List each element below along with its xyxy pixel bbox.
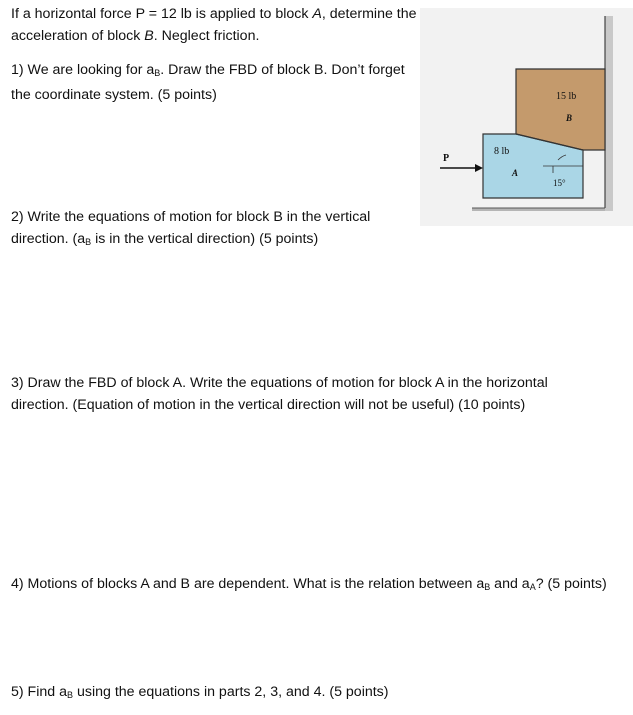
question-2-line-2: direction. ($a_B$ is in the vertical direction) (5 points)	[11, 231, 319, 247]
block-b-label: B	[566, 113, 573, 123]
angle-label: 15°	[553, 178, 566, 188]
problem-statement	[11, 3, 417, 47]
question-4	[11, 573, 607, 598]
block-b-weight: 15 lb	[556, 91, 577, 102]
question-5-line-1: 5) Find $a_B$ using the equations in parts 2, 3, and 4. (5 points)	[11, 684, 389, 700]
block-a-label: A	[512, 168, 519, 178]
blocks-figure	[420, 8, 633, 226]
force-p-label: P	[443, 153, 450, 164]
wall	[605, 16, 613, 211]
question-3	[11, 372, 548, 416]
question-4-line-1: 4) Motions of blocks A and B are dependent. What is the relation between $a_B$ and $a_A$? (5 points)	[11, 576, 607, 592]
block-a-weight: 8 lb	[494, 146, 510, 157]
block-b-italic: B	[144, 28, 154, 44]
problem-line-1: If a horizontal force P = 12 lb is applied to block A, determine the	[11, 6, 417, 22]
question-1-line-1: 1) We are looking for $a_B$. Draw the FBD of block B. Don’t forget	[11, 62, 405, 78]
question-1-line-2: the coordinate system. (5 points)	[11, 87, 217, 103]
question-2	[11, 206, 370, 253]
question-2-line-1: 2) Write the equations of motion for block B in the vertical	[11, 209, 371, 225]
block-a-italic: A	[312, 6, 322, 22]
problem-line-2: acceleration of block B. Neglect friction.	[11, 28, 260, 44]
question-5	[11, 681, 389, 706]
force-p-arrowhead-icon	[475, 164, 483, 172]
blocks-diagram	[420, 8, 633, 226]
question-3-line-2: direction. (Equation of motion in the vertical direction will not be useful) (10 points)	[11, 397, 526, 413]
question-1	[11, 59, 405, 106]
question-3-line-1: 3) Draw the FBD of block A. Write the equations of motion for block A in the horizontal	[11, 375, 548, 391]
